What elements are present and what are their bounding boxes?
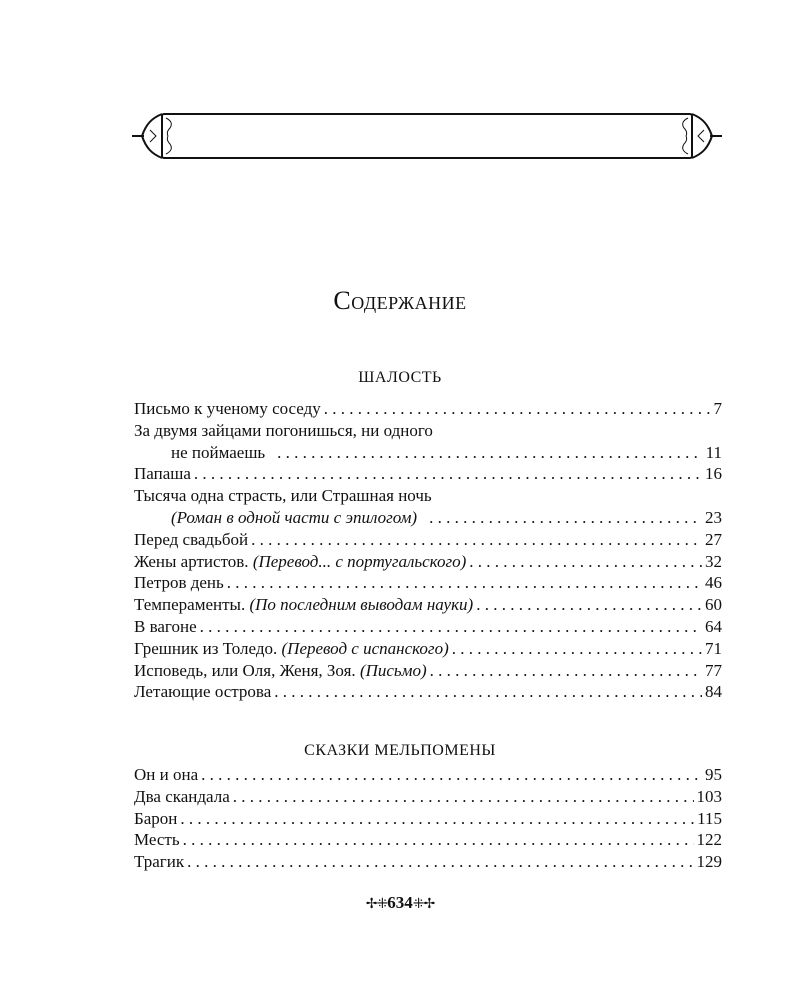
- page-number: 634: [387, 893, 413, 912]
- toc-entry[interactable]: [134, 764, 722, 786]
- section-heading-skazki: СКАЗКИ МЕЛЬПОМЕНЫ: [304, 742, 496, 759]
- entry-subtitle: (Перевод с испанского): [281, 638, 449, 658]
- toc-entry-multiline[interactable]: [134, 420, 722, 464]
- entry-title: Летающие острова: [134, 682, 272, 702]
- toc-entry[interactable]: [134, 681, 722, 703]
- entry-title: Барон: [134, 808, 178, 828]
- entry-title: Грешник из Толедо.: [134, 638, 278, 658]
- toc-section-1: [134, 398, 722, 703]
- leader-dots: [201, 764, 702, 786]
- entry-title: В вагоне: [134, 616, 197, 636]
- header-ornament-frame: [132, 110, 722, 162]
- leader-dots: [274, 681, 702, 703]
- entry-title: Он и она: [134, 765, 199, 784]
- entry-page: 7: [713, 399, 722, 418]
- toc-entry[interactable]: [134, 616, 722, 638]
- leader-dots: [183, 829, 694, 851]
- leader-dots: [233, 786, 694, 808]
- folio-ornament-right-icon: ⁜✢: [412, 897, 435, 912]
- toc-entry[interactable]: [134, 808, 722, 830]
- entry-page: 46: [705, 573, 722, 593]
- entry-page: 122: [696, 830, 722, 850]
- entry-title: Два скандала: [134, 786, 230, 806]
- toc-entry-multiline[interactable]: [134, 485, 722, 529]
- leader-dots: [452, 638, 702, 660]
- entry-title: Перед свадьбой: [134, 529, 249, 549]
- leader-dots: [429, 507, 702, 529]
- toc-entry[interactable]: [134, 398, 722, 420]
- page-number-folio: [0, 893, 800, 913]
- leader-dots: [469, 551, 702, 573]
- leader-dots: [180, 808, 694, 830]
- entry-page: 115: [697, 808, 722, 828]
- toc-entry[interactable]: [134, 594, 722, 616]
- section-heading-shalost: ШАЛОСТЬ: [358, 369, 442, 386]
- entry-title-line1: За двумя зайцами погонишься, ни одного: [134, 420, 433, 440]
- toc-entry[interactable]: [134, 463, 722, 485]
- entry-page: 60: [705, 595, 722, 615]
- entry-page: 84: [705, 682, 722, 702]
- entry-subtitle: (Роман в одной части с эпилогом): [171, 507, 418, 527]
- entry-subtitle: (По последним выводам науки): [249, 595, 474, 615]
- entry-page: 77: [705, 660, 722, 680]
- toc-entry[interactable]: [134, 551, 722, 573]
- leader-dots: [227, 572, 702, 594]
- toc-entry[interactable]: [134, 829, 722, 851]
- page-title: Содержание: [333, 286, 467, 315]
- entry-title: не поймаешь: [171, 442, 266, 462]
- leader-dots: [277, 442, 702, 464]
- leader-dots: [187, 851, 693, 873]
- entry-page: 129: [696, 852, 722, 872]
- toc-entry[interactable]: [134, 786, 722, 808]
- entry-title: Папаша: [134, 464, 191, 484]
- toc-entry[interactable]: [134, 638, 722, 660]
- entry-page: 103: [696, 786, 722, 806]
- leader-dots: [324, 398, 711, 420]
- entry-page: 27: [705, 529, 722, 549]
- folio-ornament-left-icon: ✢⁜: [365, 897, 388, 912]
- entry-page: 64: [705, 616, 722, 636]
- leader-dots: [194, 463, 702, 485]
- toc-section-2: [134, 764, 722, 873]
- entry-subtitle: (Письмо): [359, 660, 427, 680]
- entry-title: Петров день: [134, 573, 224, 593]
- entry-page: 32: [705, 551, 722, 571]
- toc-entry[interactable]: [134, 529, 722, 551]
- entry-page: 16: [705, 464, 722, 484]
- ornament-frame-icon: [132, 110, 722, 162]
- entry-page: 23: [705, 507, 722, 527]
- entry-title: Жены артистов.: [134, 551, 249, 571]
- entry-page: 95: [705, 765, 722, 784]
- toc-entry[interactable]: [134, 660, 722, 682]
- toc-entry[interactable]: [134, 851, 722, 873]
- leader-dots: [251, 529, 702, 551]
- leader-dots: [430, 660, 702, 682]
- entry-title: Исповедь, или Оля, Женя, Зоя.: [134, 660, 356, 680]
- entry-title: Письмо к ученому соседу: [134, 399, 321, 418]
- entry-title-line1: Тысяча одна страсть, или Страшная ночь: [134, 486, 432, 506]
- toc-entry[interactable]: [134, 572, 722, 594]
- leader-dots: [476, 594, 702, 616]
- leader-dots: [200, 616, 702, 638]
- entry-title: Трагик: [134, 852, 185, 872]
- entry-subtitle: (Перевод... с португальского): [252, 551, 467, 571]
- entry-page: 71: [705, 638, 722, 658]
- entry-title: Месть: [134, 830, 180, 850]
- entry-page: 11: [705, 442, 722, 462]
- entry-title: Темпераменты.: [134, 595, 246, 615]
